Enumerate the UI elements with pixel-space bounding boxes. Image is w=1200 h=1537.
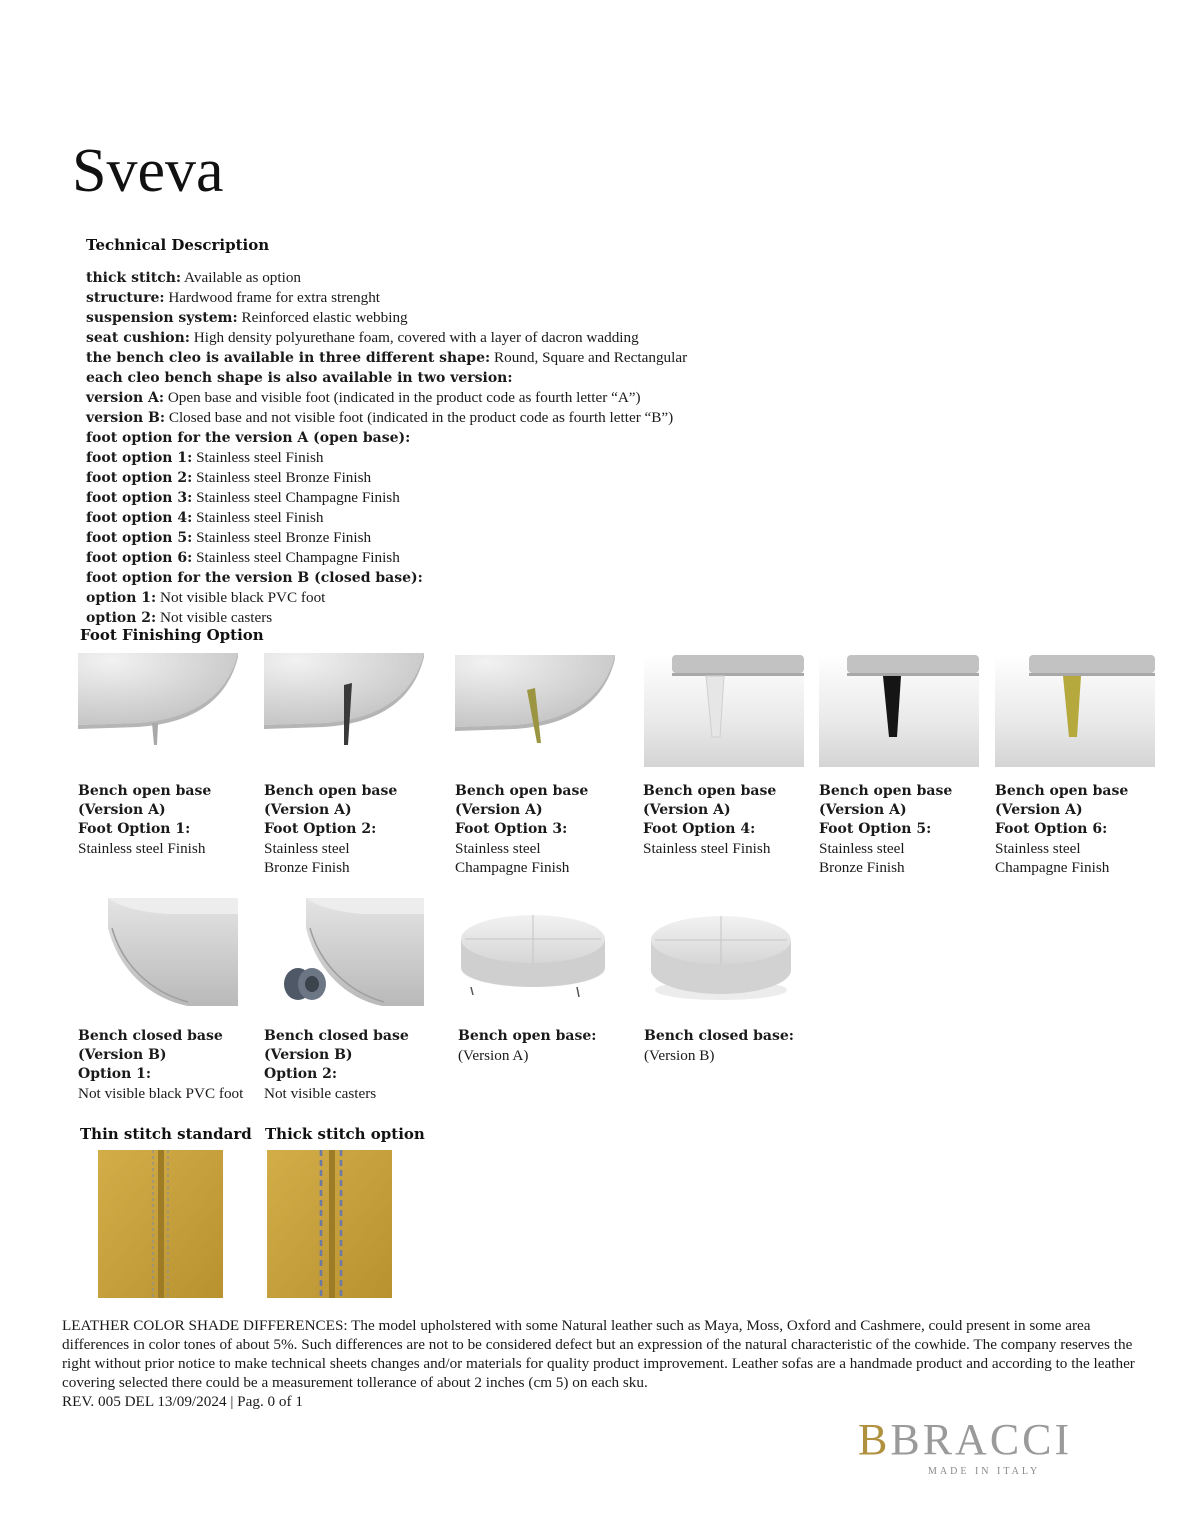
spec-key: foot option 2: bbox=[86, 470, 193, 486]
logo-word: BRACCI bbox=[890, 1415, 1073, 1464]
caption-bold-line: Foot Option 6: bbox=[995, 821, 1108, 837]
spec-row bbox=[86, 548, 846, 568]
bench-open-base-image bbox=[455, 907, 610, 999]
caption-line: Stainless steel bbox=[995, 840, 1081, 857]
spec-key: version B: bbox=[86, 410, 166, 426]
spec-value: Not visible black PVC foot bbox=[156, 589, 326, 606]
caption-line: Champagne Finish bbox=[455, 859, 570, 876]
technical-description-heading: Technical Description bbox=[86, 236, 270, 254]
spec-key: foot option 6: bbox=[86, 550, 193, 566]
caption-bold-line: (Version B) bbox=[78, 1047, 167, 1063]
spec-value: Reinforced elastic webbing bbox=[237, 309, 408, 326]
spec-row bbox=[86, 568, 846, 588]
spec-value: Round, Square and Rectangular bbox=[490, 349, 688, 366]
caption-bold-line: Option 2: bbox=[264, 1066, 338, 1082]
spec-key: each cleo bench shape is also available in two version: bbox=[86, 370, 513, 386]
spec-row bbox=[86, 408, 846, 428]
caption-line: Stainless steel Finish bbox=[78, 840, 206, 857]
spec-key: foot option 3: bbox=[86, 490, 193, 506]
caption-bold-line: Bench open base bbox=[455, 783, 589, 799]
caption-bold-line: (Version A) bbox=[819, 802, 907, 818]
caption-bold-line: Bench open base bbox=[264, 783, 398, 799]
bench-closed-casters-caption bbox=[264, 1027, 409, 1103]
thin-stitch-swatch bbox=[98, 1150, 223, 1298]
caption-bold-line: (Version B) bbox=[264, 1047, 353, 1063]
spec-value: Stainless steel Bronze Finish bbox=[192, 529, 372, 546]
caption-bold-line: Bench closed base: bbox=[644, 1028, 794, 1044]
spec-value: Hardwood frame for extra strenght bbox=[164, 289, 381, 306]
caption-line: Stainless steel Finish bbox=[643, 840, 771, 857]
spec-key: foot option 1: bbox=[86, 450, 193, 466]
spec-row bbox=[86, 528, 846, 548]
spec-row bbox=[86, 448, 846, 468]
spec-key: thick stitch: bbox=[86, 270, 182, 286]
spec-row bbox=[86, 288, 846, 308]
revision-text: REV. 005 DEL 13/09/2024 | Pag. 0 of 1 bbox=[62, 1393, 303, 1410]
foot-finishing-heading: Foot Finishing Option bbox=[80, 626, 264, 644]
spec-value: Stainless steel Champagne Finish bbox=[192, 549, 400, 566]
caption-line: Stainless steel bbox=[819, 840, 905, 857]
caption-bold-line: Bench open base bbox=[995, 783, 1129, 799]
thin-stitch-label: Thin stitch standard bbox=[80, 1125, 252, 1143]
caption-bold-line: Foot Option 4: bbox=[643, 821, 756, 837]
caption-line: Not visible black PVC foot bbox=[78, 1085, 244, 1102]
caption-bold-line: Bench closed base bbox=[78, 1028, 223, 1044]
spec-value: Open base and visible foot (indicated in the product code as fourth letter “A”) bbox=[164, 389, 641, 406]
spec-value: Closed base and not visible foot (indicated in the product code as fourth letter “B”) bbox=[165, 409, 674, 426]
caption-bold-line: Bench open base: bbox=[458, 1028, 597, 1044]
caption-bold-line: Bench open base bbox=[643, 783, 777, 799]
caption-bold-line: (Version A) bbox=[455, 802, 543, 818]
spec-row bbox=[86, 328, 846, 348]
spec-row bbox=[86, 468, 846, 488]
spec-key: foot option 4: bbox=[86, 510, 193, 526]
caption-bold-line: (Version A) bbox=[643, 802, 731, 818]
bench-closed-pvc-image bbox=[78, 898, 238, 1006]
spec-key: option 1: bbox=[86, 590, 157, 606]
spec-row bbox=[86, 588, 846, 608]
bench-open-base-caption bbox=[458, 1027, 596, 1065]
spec-value: Stainless steel Finish bbox=[192, 509, 324, 526]
spec-key: version A: bbox=[86, 390, 165, 406]
spec-value: Not visible casters bbox=[156, 609, 273, 626]
spec-key: foot option 5: bbox=[86, 530, 193, 546]
foot-option-4-image bbox=[644, 655, 804, 767]
spec-row bbox=[86, 368, 846, 388]
foot-option-1-image bbox=[78, 653, 238, 748]
spec-row bbox=[86, 268, 846, 288]
caption-bold-line: Bench open base bbox=[78, 783, 212, 799]
caption-line: Bronze Finish bbox=[819, 859, 905, 876]
spec-value: Stainless steel Champagne Finish bbox=[192, 489, 400, 506]
foot-option-4-caption bbox=[643, 782, 776, 858]
bracci-logo bbox=[858, 1415, 1108, 1478]
caption-line: (Version A) bbox=[458, 1047, 529, 1064]
caption-bold-line: Foot Option 5: bbox=[819, 821, 932, 837]
foot-option-1-caption bbox=[78, 782, 211, 858]
disclaimer-text: LEATHER COLOR SHADE DIFFERENCES: The model upholstered with some Natural leather such as Maya, Moss, Oxford and Cashmere, could present in some area differences in color tones of about 5%. Such differences are not to be considered defect but an expression of the natural characteristic of the cowhide. The company reserves the right without prior notice to make technical sheets changes and/or materials for quality product improvement. Leather sofas are a handmade product and according to the leather covering selected there could be a measurement tollerance of about 2 inches (cm 5) on each sku. bbox=[62, 1317, 1135, 1391]
logo-wordmark bbox=[858, 1415, 1073, 1464]
spec-key: option 2: bbox=[86, 610, 157, 626]
caption-line: Not visible casters bbox=[264, 1085, 377, 1102]
bench-closed-casters-image bbox=[264, 898, 424, 1006]
foot-option-5-image bbox=[819, 655, 979, 767]
logo-tagline: MADE IN ITALY bbox=[928, 1466, 1041, 1477]
spec-row bbox=[86, 508, 846, 528]
bench-closed-base-caption bbox=[644, 1027, 794, 1065]
bench-closed-base-image bbox=[643, 908, 798, 1000]
leather-disclaimer bbox=[62, 1316, 1142, 1411]
spec-row bbox=[86, 308, 846, 328]
thick-stitch-swatch bbox=[267, 1150, 392, 1298]
foot-option-3-caption bbox=[455, 782, 588, 877]
caption-bold-line: Foot Option 2: bbox=[264, 821, 377, 837]
thick-stitch-label: Thick stitch option bbox=[265, 1125, 425, 1143]
foot-option-2-caption bbox=[264, 782, 397, 877]
foot-option-5-caption bbox=[819, 782, 952, 877]
caption-line: Stainless steel bbox=[264, 840, 350, 857]
foot-option-2-image bbox=[264, 653, 424, 748]
foot-option-6-caption bbox=[995, 782, 1128, 877]
caption-bold-line: (Version A) bbox=[78, 802, 166, 818]
caption-bold-line: Option 1: bbox=[78, 1066, 152, 1082]
caption-bold-line: Bench open base bbox=[819, 783, 953, 799]
spec-row bbox=[86, 388, 846, 408]
spec-key: suspension system: bbox=[86, 310, 238, 326]
caption-bold-line: (Version A) bbox=[995, 802, 1083, 818]
logo-mark: B bbox=[858, 1415, 891, 1464]
spec-row bbox=[86, 348, 846, 368]
caption-line: Bronze Finish bbox=[264, 859, 350, 876]
spec-key: foot option for the version B (closed base): bbox=[86, 570, 423, 586]
caption-line: (Version B) bbox=[644, 1047, 715, 1064]
caption-line: Champagne Finish bbox=[995, 859, 1110, 876]
bench-closed-pvc-caption bbox=[78, 1027, 243, 1103]
spec-row bbox=[86, 488, 846, 508]
spec-value: Available as option bbox=[181, 269, 302, 286]
spec-key: foot option for the version A (open base): bbox=[86, 430, 411, 446]
spec-value: High density polyurethane foam, covered with a layer of dacron wadding bbox=[189, 329, 639, 346]
spec-row bbox=[86, 608, 846, 628]
page-title: Sveva bbox=[72, 137, 224, 205]
spec-value: Stainless steel Finish bbox=[192, 449, 324, 466]
caption-line: Stainless steel bbox=[455, 840, 541, 857]
spec-value: Stainless steel Bronze Finish bbox=[192, 469, 372, 486]
foot-option-6-image bbox=[995, 655, 1155, 767]
spec-key: seat cushion: bbox=[86, 330, 190, 346]
caption-bold-line: Foot Option 3: bbox=[455, 821, 568, 837]
foot-option-3-image bbox=[455, 655, 615, 748]
technical-spec-list bbox=[86, 268, 846, 628]
caption-bold-line: Foot Option 1: bbox=[78, 821, 191, 837]
caption-bold-line: (Version A) bbox=[264, 802, 352, 818]
spec-row bbox=[86, 428, 846, 448]
spec-key: structure: bbox=[86, 290, 165, 306]
caption-bold-line: Bench closed base bbox=[264, 1028, 409, 1044]
spec-key: the bench cleo is available in three different shape: bbox=[86, 350, 491, 366]
